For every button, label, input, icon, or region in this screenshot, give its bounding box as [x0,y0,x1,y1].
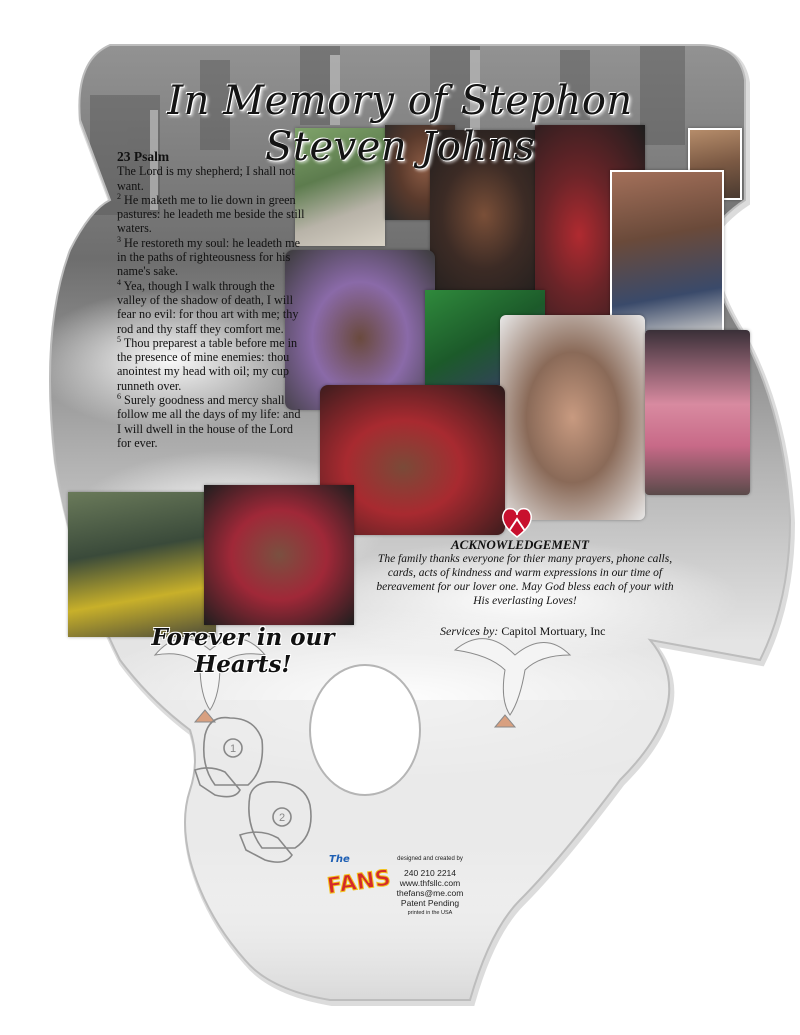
psalm-verse: $^3$ He restoreth my soul: he leadeth me in the paths of righteousness for his name's sake. [117,234,301,279]
acknowledgement-body: The family thanks everyone for thier many prayers, phone calls, cards, acts of kindness and warm expressions in our time of bereavement for our lover one. May God bless each of your with His everlasting Loves! [376,553,674,607]
acknowledgement-heading: ACKNOWLEDGEMENT [451,537,589,552]
credits-printed: printed in the USA [407,910,453,916]
photo-motorcycle [68,492,216,637]
services-provider: Capitol Mortuary, Inc [501,624,606,638]
credits-phone: 240 210 2214 [404,868,456,878]
tagline: Forever in our Hearts! [151,624,335,678]
photo-couple-formal [645,330,750,495]
psalm-verse: $^6$ Surely goodness and mercy shall follow me all the days of my life: and I will dwell in the house of the Lord for ever. [117,391,301,450]
psalm-heading: 23 Psalm [117,149,170,164]
credits-designed-by: designed and created by [397,856,463,862]
step-one-number: 1 [229,743,237,755]
svg-text:The: The [329,854,350,865]
photo-family-group [204,485,354,625]
psalm-verse: The Lord is my shepherd; I shall not want. [117,164,295,193]
services-label: Services by: [440,624,499,638]
psalm-verse: $^2$ He maketh me to lie down in green pastures: he leadeth me beside the still waters. [117,191,305,236]
hand-hole [310,665,420,795]
psalm-verse: $^5$ Thou preparest a table before me in the presence of mine enemies: thou anointest my head with oil; my cup runneth over. [117,334,298,393]
step-two-number: 2 [278,812,286,824]
psalm-verse: $^4$ Yea, though I walk through the valley of the shadow of death, I will fear no evil: for thou art with me; thy rod and thy staff they comfort me. [117,277,299,336]
credits-website: www.thfsllc.com [399,878,461,888]
credits-email: thefans@me.com [396,888,464,898]
credits-patent: Patent Pending [400,898,460,908]
photo-two-kids [610,170,724,334]
credits-block [385,856,475,916]
memorial-title: In Memory of Stephon Steven Johns [167,78,633,170]
svg-text:FANS: FANS [325,865,393,900]
services-line [440,624,680,639]
psalm-text [117,150,305,450]
the-fans-logo [325,848,393,906]
photo-boy-baby [500,315,645,520]
